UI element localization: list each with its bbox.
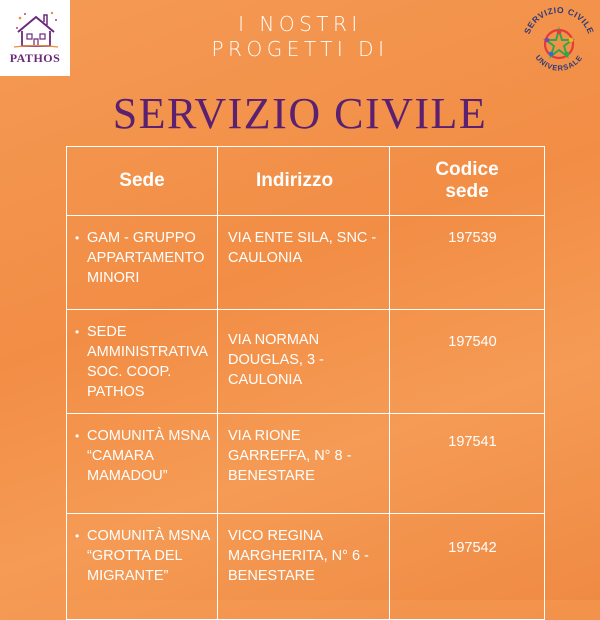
- bullet-icon: •: [75, 231, 80, 245]
- cell-indirizzo: VIA ENTE SILA, SNC - CAULONIA: [218, 216, 390, 310]
- cell-indirizzo: VIA RIONE GARREFFA, N° 8 - BENESTARE: [218, 414, 390, 514]
- cell-codice: 197542: [390, 514, 545, 620]
- header-codice-label: Codice sede: [435, 159, 499, 202]
- header-sede: Sede: [67, 147, 218, 216]
- badge-bottom-text: UNIVERSALE: [533, 53, 585, 73]
- cell-indirizzo: VIA NORMAN DOUGLAS, 3 - CAULONIA: [218, 310, 390, 414]
- cell-sede: [67, 310, 218, 414]
- pathos-logo: [0, 0, 70, 76]
- cell-codice: 197540: [390, 310, 545, 414]
- cell-sede: [67, 514, 218, 620]
- table-row: [67, 216, 545, 310]
- svg-text:UNIVERSALE: [534, 53, 585, 73]
- header-codice: [390, 147, 545, 216]
- cell-codice: 197541: [390, 414, 545, 514]
- projects-table: [66, 146, 545, 620]
- cell-sede: [67, 216, 218, 310]
- table-row: [67, 514, 545, 620]
- header-indirizzo: Indirizzo: [218, 147, 390, 216]
- table-row: [67, 310, 545, 414]
- page-title: SERVIZIO CIVILE: [112, 89, 488, 138]
- badge-arc-text: SERVIZIO CIVILE: [521, 4, 597, 36]
- sede-text: COMUNITÀ MSNA “CAMARA MAMADOU”: [87, 428, 210, 484]
- sede-text: GAM - GRUPPO APPARTAMENTO MINORI: [87, 230, 205, 286]
- house-logo-icon: [12, 8, 60, 50]
- cell-indirizzo: VICO REGINA MARGHERITA, N° 6 - BENESTARE: [218, 514, 390, 620]
- logo-brand-text: PATHOS: [9, 51, 61, 65]
- table-row: [67, 414, 545, 514]
- star-badge-icon: [545, 30, 574, 58]
- cell-codice: 197539: [390, 216, 545, 310]
- heading-line1: I NOSTRI: [238, 12, 362, 36]
- servizio-civile-badge: [518, 2, 600, 84]
- heading-subtitle: [150, 12, 450, 62]
- sede-text: COMUNITÀ MSNA “GROTTA DEL MIGRANTE”: [87, 528, 210, 584]
- sede-text: SEDE AMMINISTRATIVA SOC. COOP. PATHOS: [87, 324, 208, 400]
- bullet-icon: •: [75, 529, 80, 543]
- cell-sede: [67, 414, 218, 514]
- bullet-icon: •: [75, 325, 80, 339]
- table-header-row: [67, 147, 545, 216]
- bullet-icon: •: [75, 429, 80, 443]
- heading-line2: PROGETTI DI: [211, 37, 389, 61]
